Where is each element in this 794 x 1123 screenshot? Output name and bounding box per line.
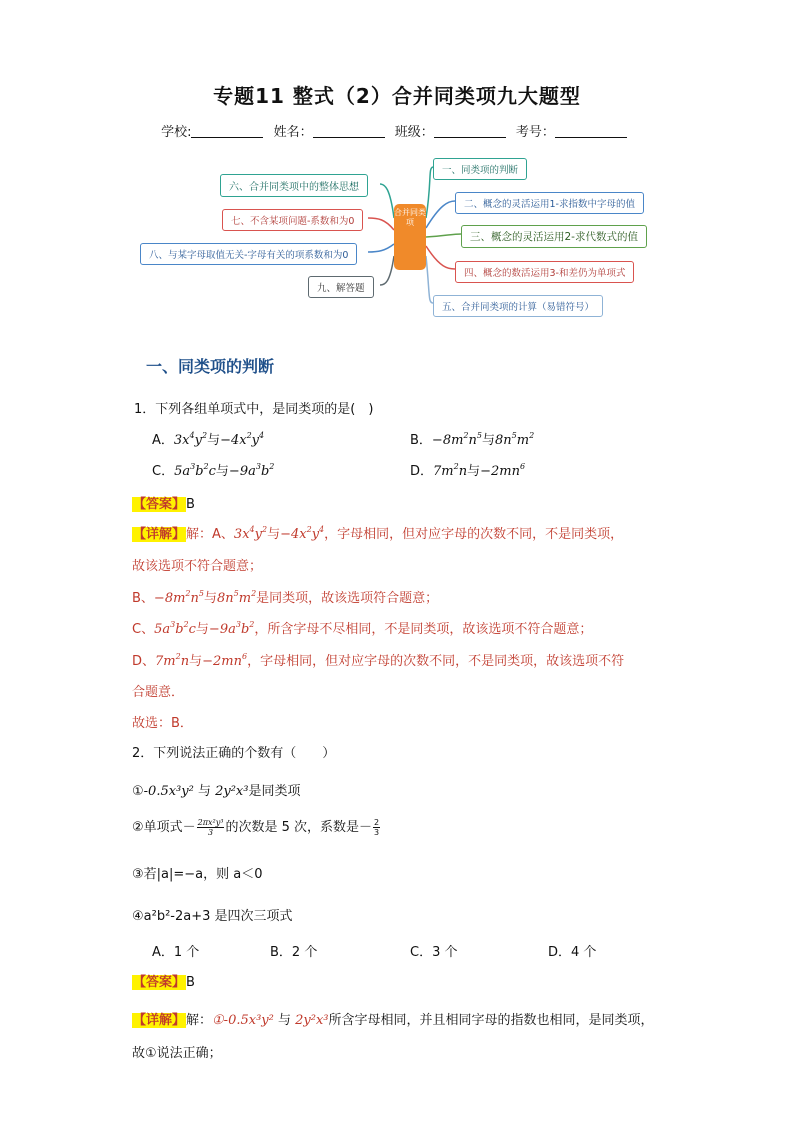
- section-heading: 一、同类项的判断: [146, 357, 275, 376]
- q1-detail-d: D、$7m^2n$与$-2mn^6$，字母相同，但对应字母的次数不同，不是同类项，故该选项不符: [132, 652, 625, 669]
- q2-option-b: B．2 个: [270, 945, 318, 960]
- q2-answer: 【答案】B: [133, 975, 195, 990]
- q2-option-d: D．4 个: [548, 945, 597, 960]
- page-title: 专题11 整式（2）合并同类项九大题型: [213, 84, 581, 108]
- q2-statement-3: ③若|a|=−a，则 a＜0: [132, 867, 263, 882]
- q1-option-d: D．$7m^2n$与$-2mn^6$: [410, 462, 526, 479]
- q2-statement-4: ④a²b²-2a+3 是四次三项式: [132, 909, 293, 924]
- q2-stem: 2．下列说法正确的个数有（ ）: [132, 746, 336, 761]
- mindmap-node-7: 七、不含某项问题-系数和为0: [222, 209, 363, 231]
- mindmap-node-4: 四、概念的数活运用3-和差仍为单项式: [455, 261, 634, 283]
- q1-stem: 1．下列各组单项式中，是同类项的是( ): [134, 402, 374, 417]
- q1-option-b: B．$-8m^2n^5$与$8n^5m^2$: [410, 431, 535, 448]
- q1-option-a: A．$3x^4y^2$与$-4x^2y^4$: [152, 431, 265, 448]
- mindmap-node-3: 三、概念的灵活运用2-求代数式的值: [461, 225, 647, 248]
- q2-detail-2: 故①说法正确；: [132, 1046, 222, 1061]
- mindmap-node-6: 六、合并同类项中的整体思想: [220, 174, 368, 197]
- mindmap-center: 合并同类项: [394, 204, 426, 270]
- school-label: 学校:: [161, 125, 192, 140]
- name-label: 姓名：: [273, 125, 313, 140]
- mindmap-connectors: [0, 0, 794, 330]
- q2-option-a: A．1 个: [152, 945, 200, 960]
- number-label: 考号：: [515, 125, 555, 140]
- q2-statement-1: ①-0.5x³y² 与 2y²x³是同类项: [132, 784, 301, 799]
- q1-detail-d2: 合题意．: [132, 685, 185, 700]
- class-label: 班级：: [394, 125, 434, 140]
- mindmap-node-8: 八、与某字母取值无关-字母有关的项系数和为0: [140, 243, 357, 265]
- q1-detail-c: C、$5a^3b^2c$与$-9a^3b^2$，所含字母不尽相同，不是同类项，故该选项不符合题意；: [132, 620, 593, 637]
- q1-detail-a: 【详解】解：A、$3x^4y^2$与$-4x^2y^4$，字母相同，但对应字母的次数不同，不是同类项，: [133, 525, 624, 542]
- mindmap-node-9: 九、解答题: [308, 276, 374, 298]
- mindmap-node-2: 二、概念的灵活运用1-求指数中字母的值: [455, 192, 644, 214]
- q1-detail-a2: 故该选项不符合题意；: [132, 559, 263, 574]
- q1-choose: 故选：B．: [132, 716, 193, 731]
- q1-answer: 【答案】B: [133, 497, 195, 512]
- mindmap-node-5: 五、合并同类项的计算（易错符号）: [433, 295, 603, 317]
- q1-option-c: C．$5a^3b^2c$与$-9a^3b^2$: [152, 462, 275, 479]
- q2-statement-2: ②单项式－ $\frac{\text{2πx²y³}}{3}$ 的次数是 5 次，系数是－ $\frac{2}{3}$: [132, 818, 380, 837]
- q2-detail: 【详解】解：①-0.5x³y² 与 2y²x³所含字母相同，并且相同字母的指数也相同，是同类项，: [133, 1013, 654, 1028]
- q1-detail-b: B、$-8m^2n^5$与$8n^5m^2$是同类项，故该选项符合题意；: [132, 589, 439, 606]
- q2-option-c: C．3 个: [410, 945, 458, 960]
- mindmap-node-1: 一、同类项的判断: [433, 158, 527, 180]
